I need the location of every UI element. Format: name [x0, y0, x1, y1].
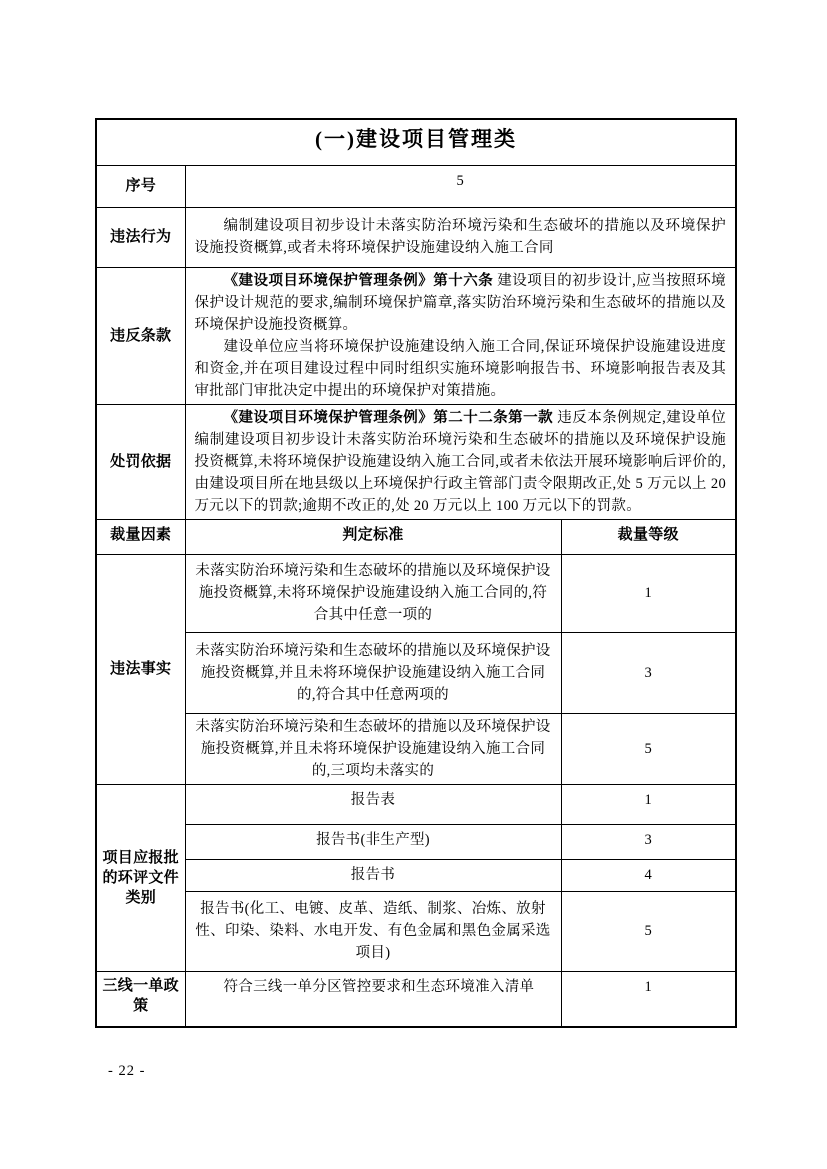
discretion-factor-header: 裁量因素: [96, 519, 185, 554]
three-lines-one-list-label: 三线一单政策: [96, 971, 185, 1027]
eia-document-grade-3: 4: [561, 859, 736, 891]
illegal-act-row: [96, 207, 736, 267]
violated-clause-paragraph-2: 建设单位应当将环境保护设施建设纳入施工合同,保证环境保护设施建设进度和资金,并在项目建设过程中同时组织实施环境影响报告书、环境影响报告表及其审批部门审批决定中提出的环境保护对策措施。: [194, 338, 726, 399]
illegal-fact-grade-3: 5: [561, 713, 736, 784]
eia-document-row-4: [96, 891, 736, 971]
violated-clause-body-1: 建设项目的初步设计,应当按照环境保护设计规范的要求,编制环境保护篇章,落实防治环境污染和生态破坏的措施以及环境保护设施投资概算。: [194, 272, 726, 333]
violated-clause-paragraph-1: [195, 270, 727, 336]
illegal-act-paragraph: 编制建设项目初步设计未落实防治环境污染和生态破坏的措施以及环境保护设施投资概算,或者未将环境保护设施建设纳入施工合同: [194, 218, 726, 256]
illegal-fact-standard-3: 未落实防治环境污染和生态破坏的措施以及环境保护设施投资概算,并且未将环境保护设施建设纳入施工合同的,三项均未落实的: [185, 713, 561, 784]
illegal-fact-grade-2: 3: [561, 632, 736, 713]
three-lines-one-list-grade: 1: [561, 971, 736, 1027]
violated-clause-citation: 《建设项目环境保护管理条例》第十六条: [223, 272, 494, 289]
eia-document-standard-3: 报告书: [185, 859, 561, 891]
eia-document-grade-2: 3: [561, 824, 736, 859]
three-lines-one-list-row: [96, 971, 736, 1027]
eia-document-label: 项目应报批的环评文件类别: [96, 784, 185, 971]
violated-clause-text: [185, 267, 736, 404]
penalty-basis-row: [96, 404, 736, 519]
judgment-standard-header: 判定标准: [185, 519, 561, 554]
illegal-fact-standard-1: 未落实防治环境污染和生态破坏的措施以及环境保护设施投资概算,未将环境保护设施建设纳入施工合同的,符合其中任意一项的: [185, 554, 561, 632]
eia-document-row-2: [96, 824, 736, 859]
penalty-basis-paragraph: [195, 407, 727, 517]
violated-clause-label: 违反条款: [96, 267, 185, 404]
illegal-act-label: 违法行为: [96, 207, 185, 267]
three-lines-one-list-standard: [185, 971, 561, 1027]
page-number: - 22 -: [108, 1063, 146, 1079]
serial-number-row: [96, 165, 736, 207]
eia-document-row-1: [96, 784, 736, 824]
illegal-fact-label: 违法事实: [96, 554, 185, 784]
penalty-basis-citation: 《建设项目环境保护管理条例》第二十二条第一款: [223, 409, 554, 426]
discretion-grade-header: 裁量等级: [561, 519, 736, 554]
violated-clause-row: [96, 267, 736, 404]
illegal-fact-row-2: [96, 632, 736, 713]
title-row: [96, 119, 736, 165]
penalty-basis-text: [185, 404, 736, 519]
eia-document-standard-1: 报告表: [185, 784, 561, 824]
illegal-fact-row-1: [96, 554, 736, 632]
three-lines-one-list-paragraph: 符合三线一单分区管控要求和生态环境准入清单: [223, 978, 535, 995]
eia-document-standard-2: 报告书(非生产型): [185, 824, 561, 859]
illegal-fact-row-3: [96, 713, 736, 784]
illegal-fact-grade-1: 1: [561, 554, 736, 632]
penalty-basis-body: 违反本条例规定,建设单位编制建设项目初步设计未落实防治环境污染和生态破坏的措施以及环境保护设施投资概算,未将环境保护设施建设纳入施工合同,或者未依法开展环境影响后评价的,由建设项目所在地县级以上环境保护行政主管部门责令限期改正,处 5 万元以上 20 万元以下的罚款;逾期不改正的,处 20 万元以上 100 万元以下的罚款。: [194, 409, 726, 514]
illegal-fact-standard-2: 未落实防治环境污染和生态破坏的措施以及环境保护设施投资概算,并且未将环境保护设施建设纳入施工合同的,符合其中任意两项的: [185, 632, 561, 713]
eia-document-row-3: [96, 859, 736, 891]
penalty-discretion-table: [95, 118, 737, 1028]
eia-document-grade-4: 5: [561, 891, 736, 971]
illegal-act-text: [185, 207, 736, 267]
serial-number-value: 5: [185, 165, 736, 207]
column-header-row: [96, 519, 736, 554]
serial-number-label: 序号: [96, 165, 185, 207]
eia-document-standard-4: 报告书(化工、电镀、皮革、造纸、制浆、冶炼、放射性、印染、染料、水电开发、有色金属和黑色金属采选项目): [185, 891, 561, 971]
table-title: (一)建设项目管理类: [96, 119, 736, 165]
penalty-basis-label: 处罚依据: [96, 404, 185, 519]
eia-document-grade-1: 1: [561, 784, 736, 824]
